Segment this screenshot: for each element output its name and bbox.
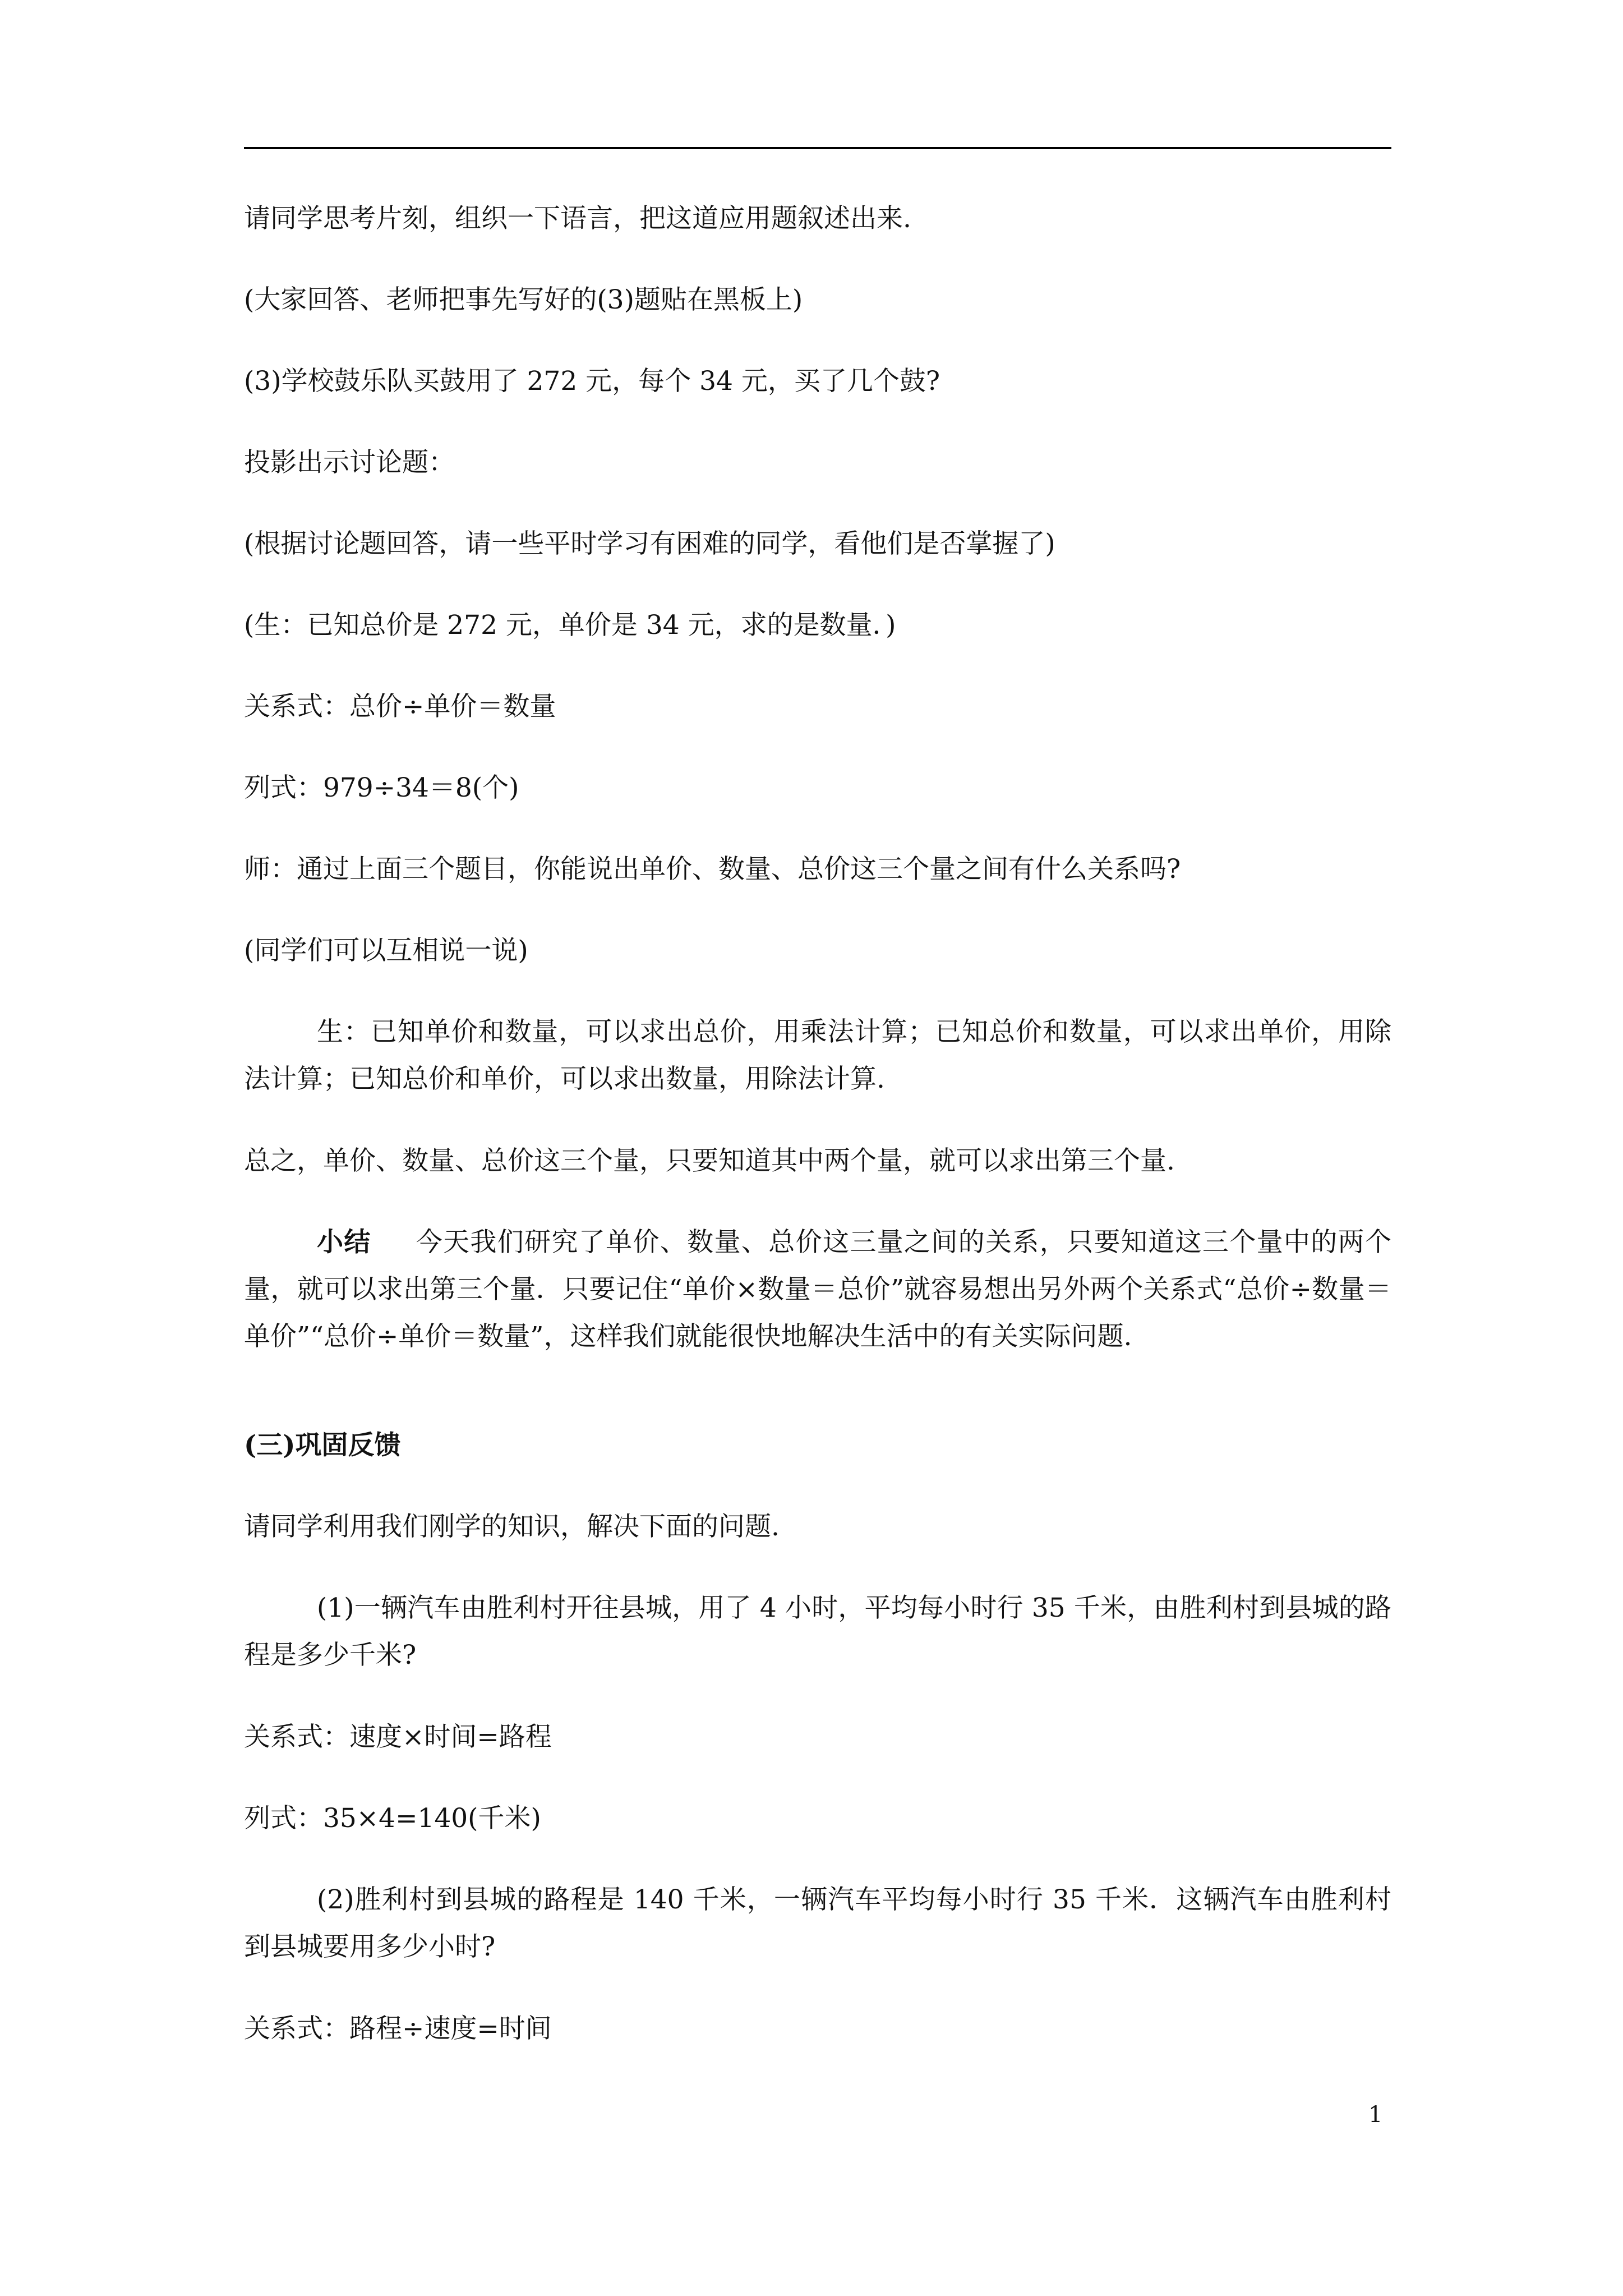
text-line-3: (3)学校鼓乐队买鼓用了 272 元，每个 34 元，买了几个鼓? [244, 366, 940, 397]
text-line-1: 请同学思考片刻，组织一下语言，把这道应用题叙述出来. [244, 203, 911, 234]
exercise-intro: 请同学利用我们刚学的知识，解决下面的问题. [244, 1511, 780, 1542]
problem-2-relation: 关系式：路程÷速度=时间 [244, 2013, 552, 2044]
problem-1: (1)一辆汽车由胜利村开往县城，用了 4 小时，平均每小时行 35 千米，由胜利村到县城的路程是多少千米? [244, 1593, 1391, 1671]
page-number: 1 [1368, 2102, 1383, 2128]
student-answer-paragraph: 生：已知单价和数量，可以求出总价，用乘法计算；已知总价和数量，可以求出单价，用除法计算；已知总价和单价，可以求出数量，用除法计算. [244, 1016, 1391, 1094]
summary-text: 今天我们研究了单价、数量、总价这三量之间的关系，只要知道这三个量中的两个量，就可以求出第三个量．只要记住“单价×数量＝总价”就容易想出另外两个关系式“总价÷数量＝单价”“总价÷单价＝数量”，这样我们就能很快地解决生活中的有关实际问题. [244, 1227, 1391, 1352]
text-line-5: (根据讨论题回答，请一些平时学习有困难的同学，看他们是否掌握了) [244, 528, 1055, 559]
relation-formula: 关系式：总价÷单价＝数量 [244, 691, 556, 722]
summary-label: 小结 [317, 1227, 371, 1258]
calculation-formula: 列式：979÷34＝8(个) [244, 772, 519, 803]
conclusion-paragraph: 总之，单价、数量、总价这三个量，只要知道其中两个量，就可以求出第三个量. [244, 1145, 1175, 1176]
text-line-2: (大家回答、老师把事先写好的(3)题贴在黑板上) [244, 284, 803, 315]
header-rule [244, 147, 1391, 149]
section-heading: (三)巩固反馈 [244, 1430, 401, 1461]
summary-paragraph [244, 1219, 1391, 1360]
problem-1-formula: 列式：35×4=140(千米) [244, 1803, 541, 1834]
discussion-note: (同学们可以互相说一说) [244, 935, 528, 966]
text-line-6: (生：已知总价是 272 元，单价是 34 元，求的是数量．) [244, 610, 896, 641]
text-line-4: 投影出示讨论题： [244, 447, 455, 478]
problem-2: (2)胜利村到县城的路程是 140 千米，一辆汽车平均每小时行 35 千米．这辆汽车由胜利村到县城要用多少小时? [244, 1884, 1391, 1962]
problem-1-relation: 关系式：速度×时间=路程 [244, 1722, 552, 1752]
teacher-question: 师：通过上面三个题目，你能说出单价、数量、总价这三个量之间有什么关系吗? [244, 854, 1181, 885]
